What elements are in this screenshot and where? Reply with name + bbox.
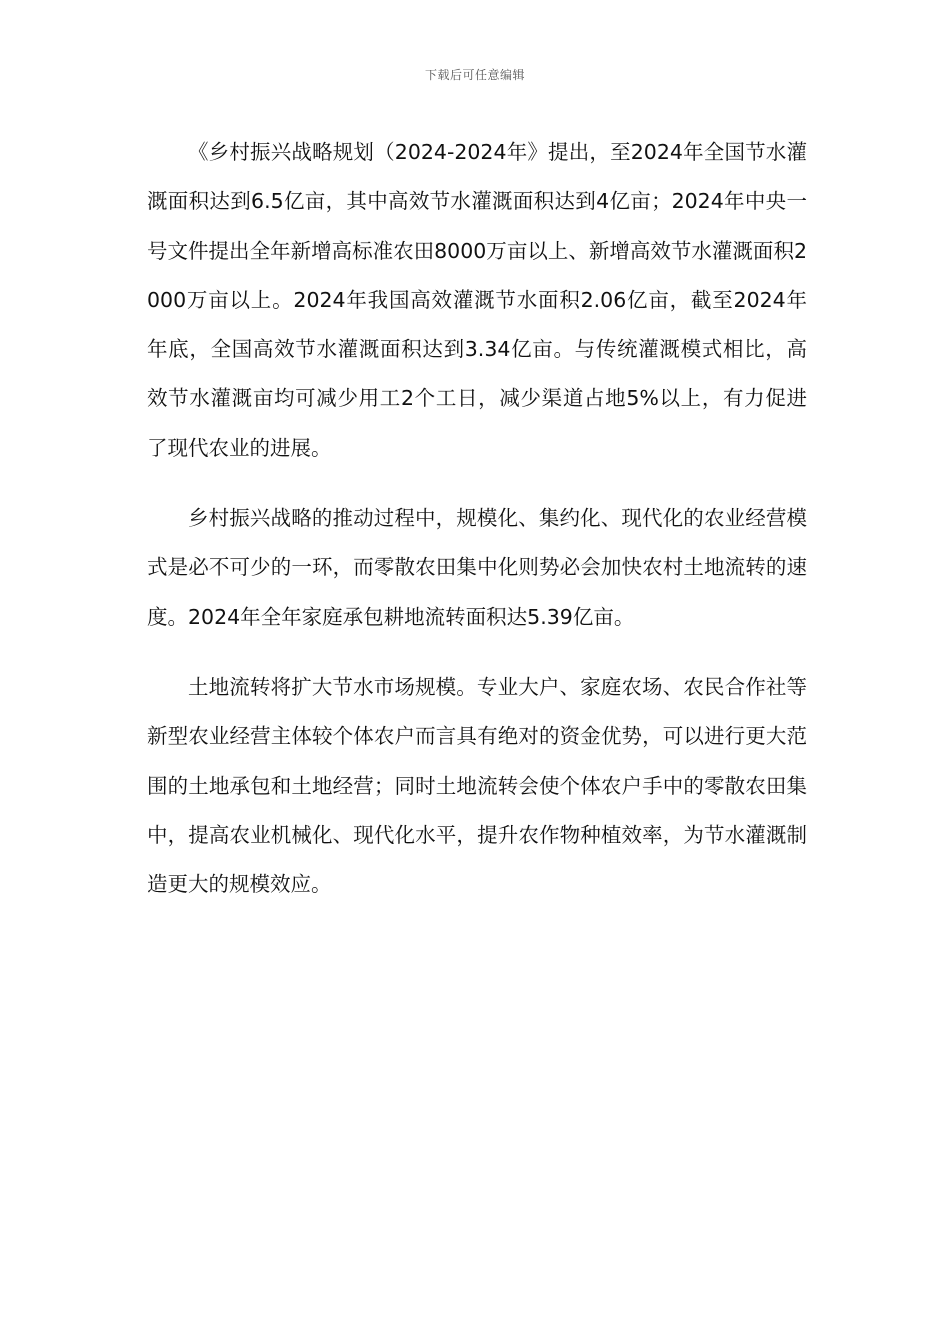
paragraph-3: 土地流转将扩大节水市场规模。专业大户、家庭农场、农民合作社等新型农业经营主体较个体农户而言具有绝对的资金优势，可以进行更大范围的土地承包和土地经营；同时土地流转会使个体农户手中的零散农田集中，提高农业机械化、现代化水平，提升农作物种植效率，为节水灌溉制造更大的规模效应。	[147, 674, 807, 897]
paragraph-2: 乡村振兴战略的推动过程中，规模化、集约化、现代化的农业经营模式是必不可少的一环，而零散农田集中化则势必会加快农村土地流转的速度。2024年全年家庭承包耕地流转面积达5.39亿亩。	[147, 506, 807, 629]
document-body	[147, 128, 807, 909]
page-header: 下载后可任意编辑	[424, 68, 525, 82]
paragraph-1: 《乡村振兴战略规划（2024-2024年》提出，至2024年全国节水灌溉面积达到6.5亿亩，其中高效节水灌溉面积达到4亿亩；2024年中央一号文件提出全年新增高标准农田8000万亩以上、新增高效节水灌溉面积2000万亩以上。2024年我国高效灌溉节水面积2.06亿亩，截至2024年年底，全国高效节水灌溉面积达到3.34亿亩。与传统灌溉模式相比，高效节水灌溉亩均可减少用工2个工日，减少渠道占地5%以上，有力促进了现代农业的进展。	[147, 140, 807, 460]
